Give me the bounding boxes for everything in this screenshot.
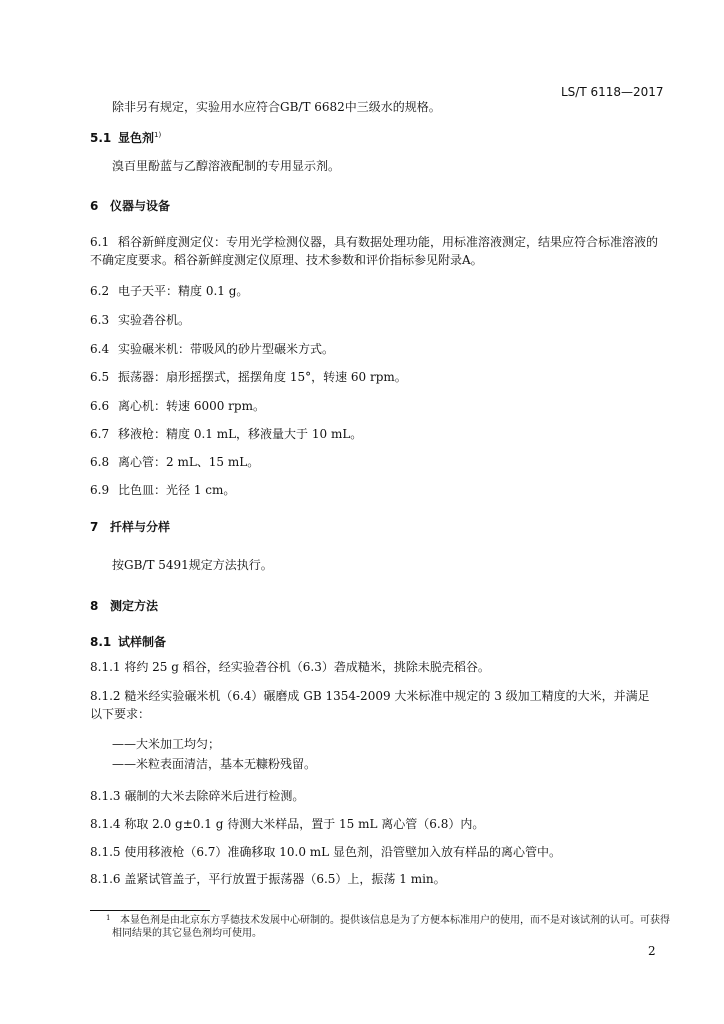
section-title: 测定方法	[110, 599, 159, 613]
item-text: 实验碾米机：带吸风的砂片型碾米方式。	[118, 342, 335, 356]
section-8-heading	[90, 597, 158, 614]
sampling-text: 按GB/T 5491规定方法执行。	[112, 558, 273, 572]
section-title: 扦样与分样	[110, 520, 171, 534]
item-6-8	[90, 453, 259, 471]
step-8-1-5: 8.1.5 使用移液枪（6.7）准确移取 10.0 mL 显色剂，沿管壁加入放有样品的离心管中。	[90, 845, 561, 859]
item-6-5	[90, 368, 407, 386]
item-text: 振荡器：扇形摇摆式，摇摆角度 15°，转速 60 rpm。	[118, 370, 407, 384]
reagent-description: 溴百里酚蓝与乙醇溶液配制的专用显示剂。	[112, 159, 341, 173]
section-5-1-heading	[90, 129, 161, 146]
item-number: 6.7	[90, 427, 110, 441]
item-6-3	[90, 311, 190, 329]
section-title: 仪器与设备	[110, 199, 171, 213]
step-8-1-6: 8.1.6 盖紧试管盖子，平行放置于振荡器（6.5）上，振荡 1 min。	[90, 872, 446, 886]
item-text: 实验砻谷机。	[118, 313, 191, 327]
item-number: 6.2	[90, 284, 110, 298]
requirement-2: ——米粒表面清洁，基本无糠粉残留。	[112, 757, 317, 771]
item-text: 移液枪：精度 0.1 mL，移液量大于 10 mL。	[118, 427, 363, 441]
step-8-1-4: 8.1.4 称取 2.0 g±0.1 g 待测大米样品，置于 15 mL 离心管（6.8）内。	[90, 817, 485, 831]
item-number: 6.5	[90, 370, 110, 384]
section-number: 8.1	[90, 635, 112, 649]
section-number: 6	[90, 199, 99, 213]
item-number: 6.6	[90, 399, 110, 413]
item-6-1	[90, 233, 660, 269]
requirement-1: ——大米加工均匀；	[112, 737, 221, 751]
footnote	[106, 914, 672, 940]
item-text: 离心机：转速 6000 rpm。	[118, 399, 265, 413]
item-number: 6.4	[90, 342, 110, 356]
step-8-1-3: 8.1.3 碾制的大米去除碎米后进行检测。	[90, 789, 305, 803]
item-6-6	[90, 397, 265, 415]
item-number: 6.1	[90, 235, 110, 249]
section-title: 试样制备	[118, 635, 167, 649]
footnote-separator	[90, 910, 210, 911]
section-6-heading	[90, 197, 170, 214]
section-title: 显色剂	[118, 131, 155, 145]
item-6-7	[90, 425, 362, 443]
section-7-heading	[90, 518, 170, 535]
item-number: 6.3	[90, 313, 110, 327]
page-number: 2	[648, 944, 656, 958]
standard-code: LS/T 6118—2017	[561, 85, 664, 99]
footnote-mark: 1	[106, 914, 111, 922]
section-number: 8	[90, 599, 99, 613]
item-6-4	[90, 340, 334, 358]
item-6-9	[90, 481, 235, 499]
footnote-ref: 1)	[154, 131, 162, 139]
item-text: 比色皿：光径 1 cm。	[118, 483, 236, 497]
item-text: 稻谷新鲜度测定仪：专用光学检测仪器，具有数据处理功能，用标准溶液测定，结果应符合标准溶液的不确定度要求。稻谷新鲜度测定仪原理、技术参数和评价指标参见附录A。	[90, 235, 659, 267]
item-text: 电子天平：精度 0.1 g。	[118, 284, 249, 298]
section-8-1-heading	[90, 633, 166, 650]
item-text: 离心管：2 mL、15 mL。	[118, 455, 260, 469]
water-requirement-text: 除非另有规定，实验用水应符合GB/T 6682中三级水的规格。	[112, 100, 441, 114]
section-number: 7	[90, 520, 99, 534]
footnote-text: 本显色剂是由北京东方孚德技术发展中心研制的。提供该信息是为了方便本标准用户的使用，而不是对该试剂的认可。可获得相同结果的其它显色剂均可使用。	[112, 915, 670, 939]
step-8-1-2: 8.1.2 糙米经实验碾米机（6.4）碾磨成 GB 1354-2009 大米标准中规定的 3 级加工精度的大米，并满足以下要求：	[90, 689, 650, 721]
item-number: 6.9	[90, 483, 110, 497]
section-number: 5.1	[90, 131, 112, 145]
step-8-1-1: 8.1.1 将约 25 g 稻谷，经实验砻谷机（6.3）砻成糙米，挑除未脱壳稻谷。	[90, 660, 490, 674]
item-number: 6.8	[90, 455, 110, 469]
item-6-2	[90, 282, 248, 300]
